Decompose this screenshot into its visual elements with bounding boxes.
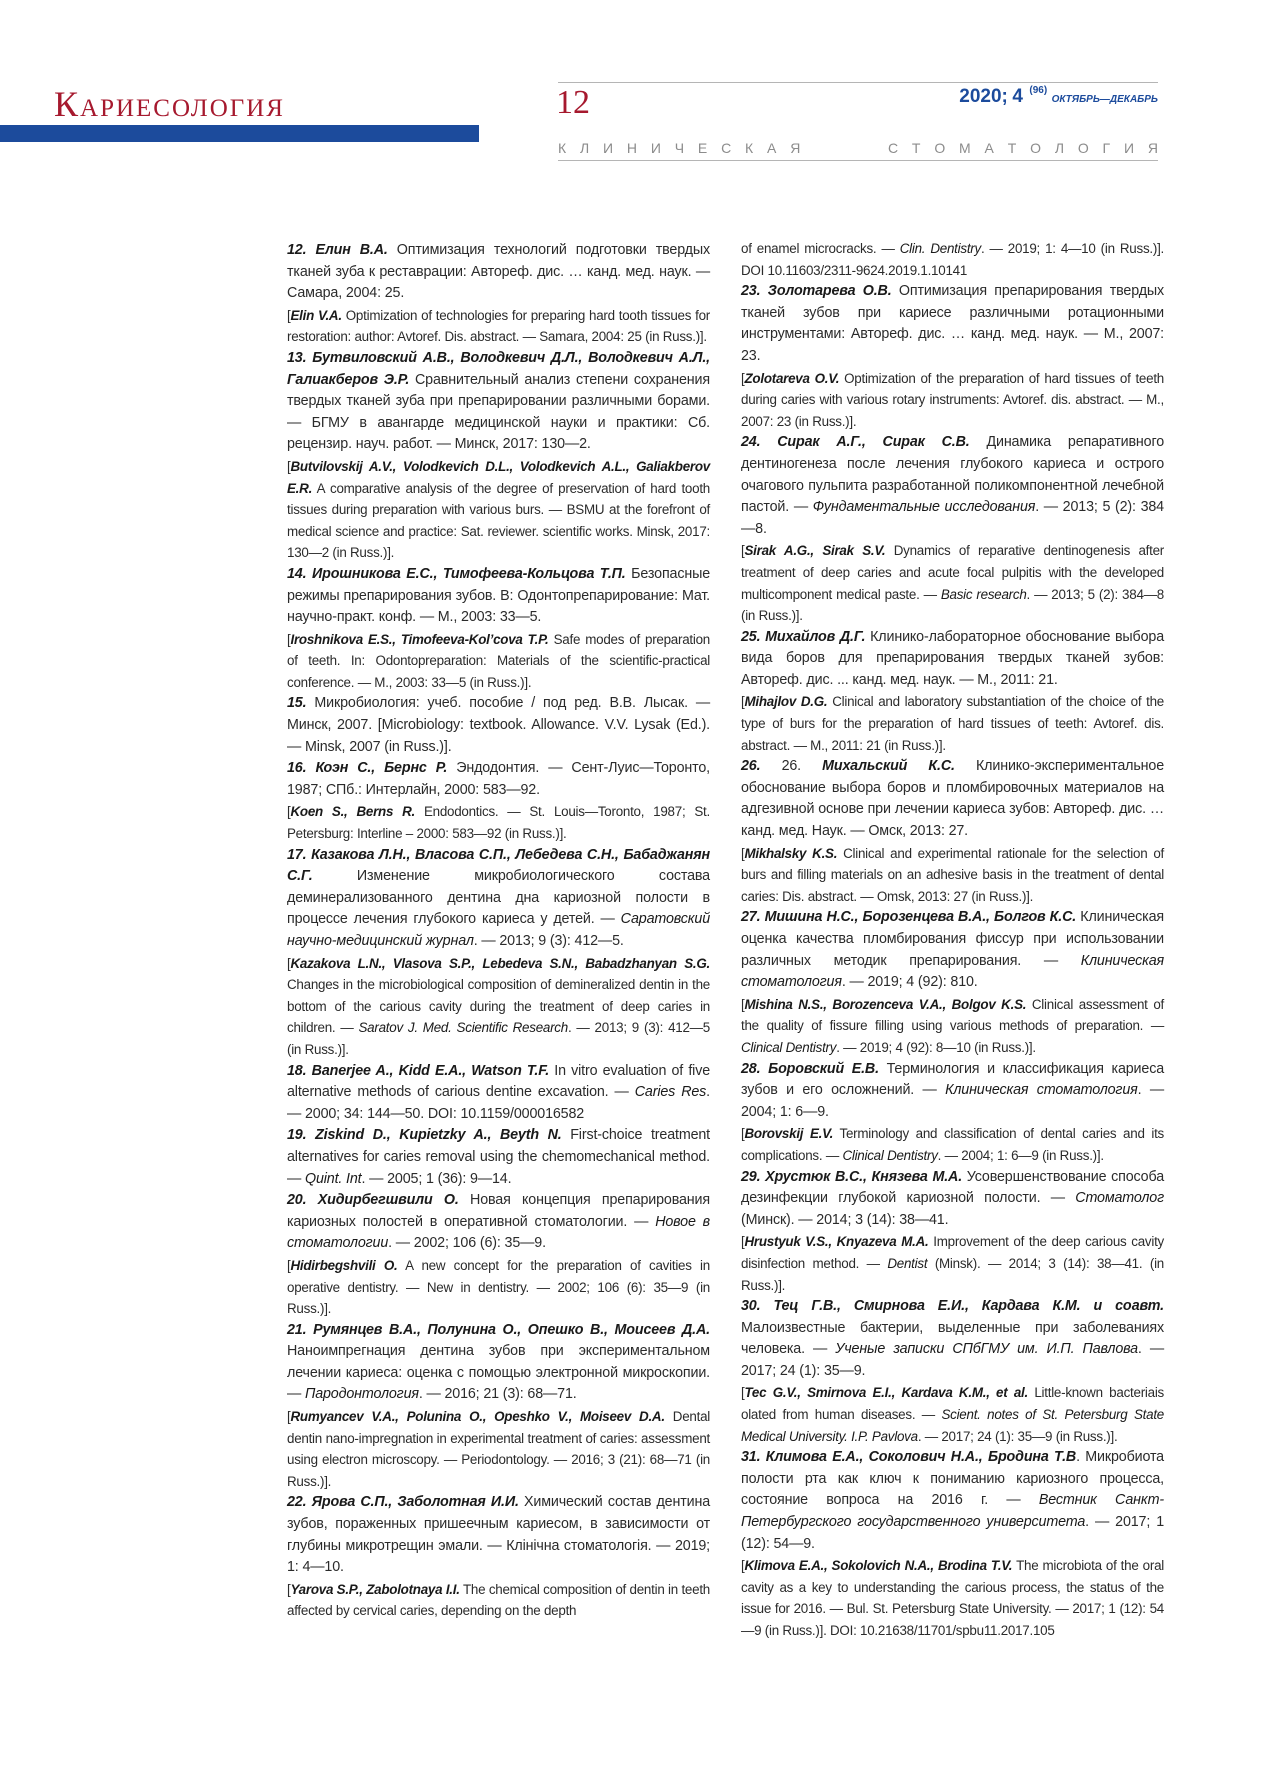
reference-text: . — 2017; 24 (1): 35—9. bbox=[741, 1341, 1165, 1379]
reference-entry: [Kazakova L.N., Vlasova S.P., Lebedeva S.N., Babadzhanyan S.G. Changes in the microbiological composition of demineralized dentin in the bottom of the carious cavity during the treatment of deep caries in children. — Saratov J. Med. Scientific Research. — 2013; 9 (3): 412—5 (in Russ.)]. bbox=[287, 955, 711, 1057]
reference-entry: [Mihajlov D.G. Clinical and laboratory substantiation of the choice of the type of burs for the preparation of hard tissues of teeth: Avtoref. dis. abstract. — M., 2011: 21 (in Russ.)]. bbox=[741, 694, 1164, 753]
reference-entry bbox=[287, 758, 710, 801]
reference-authors: 26. bbox=[741, 758, 761, 775]
reference-entry bbox=[741, 1447, 1164, 1555]
reference-authors: 22. Ярова С.П., Заболотная И.И. bbox=[287, 1494, 519, 1511]
reference-text: . — 2004; 1: 6—9. bbox=[741, 1082, 1165, 1120]
journal-name-letter: А bbox=[767, 140, 777, 156]
reference-text: Changes in the microbiological composition of demineralized dentin in the bottom of the carious cavity during the treatment of deep caries in children. — bbox=[287, 977, 710, 1036]
reference-text: . — 2013; 5 (2): 384—8. bbox=[741, 499, 1164, 537]
reference-journal: Caries Res bbox=[634, 1084, 707, 1101]
reference-journal: Scient. notes of St. Petersburg State Medical University. I.P. Pavlova bbox=[741, 1407, 1164, 1444]
reference-authors: 21. Румянцев В.А., Полунина О., Опешко В., Моисеев Д.А. bbox=[287, 1321, 710, 1338]
reference-text: Изменение микробиологического состава деминерализованного дентина дна кариозной полости в процессе лечения глубокого кариеса у детей. — bbox=[287, 868, 710, 928]
reference-text: . — 2016; 21 (3): 68—71. bbox=[418, 1386, 577, 1403]
journal-name-letter: К bbox=[745, 140, 754, 156]
reference-entry bbox=[741, 238, 1164, 281]
journal-name-letter: Т bbox=[911, 140, 921, 156]
page-number: 12 bbox=[556, 84, 590, 121]
reference-text: of enamel microcracks. — bbox=[741, 241, 900, 256]
journal-name-gap bbox=[814, 141, 874, 155]
reference-journal: Basic research bbox=[940, 586, 1027, 602]
reference-entry: [Koen S., Berns R. Endodontics. — St. Louis—Toronto, 1987; St. Petersburg: Interline – 2000: 583—92 (in Russ.)]. bbox=[287, 804, 710, 842]
reference-text: Safe modes of preparation of teeth. In: Odontopreparation: Materials of the scientific-practical conference. — M., 2003: 33—5 (in Russ.)]. bbox=[287, 631, 711, 690]
reference-entry bbox=[287, 693, 710, 758]
reference-text: Новая концепция препарирования кариозных полостей в оперативной стоматологии. — bbox=[287, 1192, 710, 1230]
reference-entry bbox=[741, 281, 1164, 367]
reference-authors: 17. Казакова Л.Н., Власова С.П., Лебедева С.Н., Бабаджанян С.Г. bbox=[287, 846, 710, 885]
reference-entry bbox=[287, 240, 710, 305]
reference-authors: Klimova E.A., Sokolovich N.A., Brodina T.V. bbox=[744, 1558, 1013, 1574]
reference-journal: Quint. Int bbox=[304, 1170, 362, 1187]
reference-authors: 23. Золотарева О.В. bbox=[741, 283, 892, 300]
section-title: Кариесология bbox=[54, 84, 285, 124]
reference-text: . — 2002; 106 (6): 35—9. bbox=[388, 1235, 546, 1252]
journal-name-letter: Е bbox=[697, 140, 708, 156]
reference-authors: Butvilovskij A.V., Volodkevich D.L., Volodkevich A.L., Galiakberov E.R. bbox=[287, 458, 710, 496]
reference-authors: 18. Banerjee A., Kidd E.A., Watson T.F. bbox=[287, 1062, 550, 1079]
reference-text: (Minsk). — 2014; 3 (14): 38—41. (in Russ.)]. bbox=[741, 1255, 1165, 1293]
journal-name-letter: Я bbox=[790, 140, 801, 156]
reference-entry bbox=[287, 1190, 710, 1255]
reference-text: Terminology and classification of dental caries and its complications. — bbox=[741, 1126, 1164, 1163]
reference-authors: 27. Мишина Н.С., Борозенцева В.А., Болгов К.С. bbox=[741, 909, 1077, 926]
journal-name-letter: И bbox=[650, 140, 661, 156]
reference-authors: 16. Коэн С., Бернс Р. bbox=[287, 760, 448, 777]
reference-entry: [Borovskij E.V. Terminology and classification of dental caries and its complications. — Clinical Dentistry. — 2004; 1: 6—9 (in Russ.)]. bbox=[741, 1126, 1164, 1163]
reference-text: 26. bbox=[760, 758, 823, 775]
reference-authors: 25. Михайлов Д.Г. bbox=[741, 628, 866, 645]
reference-authors: Hrustyuk V.S., Knyazeva M.A. bbox=[744, 1234, 929, 1250]
reference-journal: Саратовский научно-медицинский журнал bbox=[287, 911, 710, 949]
reference-text: Наноимпрегнация дентина зубов при экспериментальном лечении кариеса: оценка с помощью электронной микроскопии. — bbox=[287, 1343, 710, 1403]
reference-text: A comparative analysis of the degree of preservation of hard tooth tissues during preparation with various burs. — BSMU at the forefront of medical science and practice: Sat. reviewer. scientific works. Minsk, 2017: 130—2 (in Russ.)]. bbox=[287, 480, 710, 561]
reference-journal: Clin. Dentistry bbox=[899, 241, 981, 256]
journal-name-letter: Ч bbox=[674, 140, 685, 156]
reference-text: . — 2019; 4 (92): 8—10 (in Russ.)]. bbox=[836, 1039, 1036, 1055]
reference-text: . — 2005; 1 (36): 9—14. bbox=[361, 1170, 512, 1187]
reference-entry bbox=[287, 1492, 710, 1578]
reference-text: Усовершенствование способа дезинфекции глубокой кариозной полости. — bbox=[741, 1168, 1164, 1207]
reference-text: Эндодонтия. — Сент-Луис—Торонто, 1987; СПб.: Интерлайн, 2000: 583—92. bbox=[287, 760, 710, 798]
issue-year: 2020; bbox=[959, 86, 1008, 107]
reference-authors: 20. Хидирбегшвили О. bbox=[287, 1192, 459, 1209]
reference-entry bbox=[287, 1125, 710, 1190]
reference-entry: [Mikhalsky K.S. Clinical and experimental rationale for the selection of burs and filling materials on an adhesive basis in the treatment of dental caries: Dis. abstract. — Omsk, 2013: 27 (in Russ.)]. bbox=[741, 845, 1164, 904]
section-color-bar bbox=[0, 125, 479, 142]
header-rule-top bbox=[558, 82, 1158, 83]
reference-text: Сравнительный анализ степени сохранения твердых тканей зуба при препарировании различными борами. — БГМУ в авангарде медицинской науки и практики: Сб. рецензир. науч. работ. — Минск, 2017: 130—2. bbox=[287, 371, 710, 453]
reference-text: Improvement of the deep carious cavity disinfection method. — bbox=[741, 1234, 1165, 1271]
issue-total: (96) bbox=[1029, 85, 1048, 96]
reference-entry: [Iroshnikova E.S., Timofeeva-Kol’cova T.P. Safe modes of preparation of teeth. In: Odontopreparation: Materials of the scientific-practical conference. — M., 2003: 33—5 (in Russ.)]. bbox=[287, 631, 711, 690]
reference-text: Оптимизация препарирования твердых тканей зубов при кариесе различными ротационными инструментами: Автореф. дис. … канд. мед. наук. — М., 2007: 23. bbox=[741, 283, 1165, 364]
reference-entry: [Rumyancev V.A., Polunina O., Opeshko V., Moiseev D.A. Dental dentin nano-impregnation in experimental treatment of caries: assessment using electron microscopy. — Periodontology. — 2016; 3 (21): 68—71 (in Russ.)]. bbox=[287, 1409, 710, 1489]
reference-authors: Hidirbegshvili O. bbox=[290, 1257, 398, 1273]
journal-name-letter: М bbox=[959, 140, 971, 156]
journal-name-letter: С bbox=[721, 140, 732, 156]
references-column-left bbox=[287, 240, 710, 1622]
reference-text: . — 2019; 4 (92): 810. bbox=[841, 974, 978, 991]
reference-authors: 19. Ziskind D., Kupietzky A., Beyth N. bbox=[287, 1127, 562, 1144]
journal-name-letter: Т bbox=[1007, 140, 1017, 156]
reference-text: Терминология и классификация кариеса зубов и его осложнений. — bbox=[741, 1060, 1164, 1099]
reference-entry bbox=[741, 627, 1164, 692]
reference-text: Clinical and laboratory substantiation of the choice of the type of burs for the preparation of hard tissues of teeth: Avtoref. dis. abstract. — M., 2011: 21 (in Russ.)]. bbox=[741, 694, 1164, 753]
reference-text: . — 2017; 1 (12): 54—9. bbox=[741, 1514, 1165, 1552]
reference-authors: 13. Бутвиловский А.В., Володкевич Д.Л., Володкевич А.Л., Галиакберов Э.Р. bbox=[287, 349, 710, 388]
reference-text: (Минск). — 2014; 3 (14): 38—41. bbox=[741, 1211, 949, 1228]
reference-text: . — 2004; 1: 6—9 (in Russ.)]. bbox=[937, 1147, 1104, 1163]
reference-text: Dynamics of reparative dentinogenesis after treatment of deep caries and acute focal pulpitis with the developed multicomponent medical paste. — bbox=[741, 543, 1164, 602]
reference-text: Optimization of the preparation of hard tissues of teeth during caries with various rotary instruments: Avtoref. dis. abstract. — M., 2007: 23 (in Russ.)]. bbox=[741, 370, 1164, 429]
reference-text: Endodontics. — St. Louis—Toronto, 1987; St. Petersburg: Interline – 2000: 583—92 (in Russ.)]. bbox=[287, 804, 710, 842]
reference-entry: [Elin V.A. Optimization of technologies for preparing hard tooth tissues for restoration: author: Avtoref. Dis. abstract. — Samara, 2004: 25 (in Russ.)]. bbox=[287, 307, 710, 345]
reference-text: . — 2013; 9 (3): 412—5. bbox=[473, 933, 624, 949]
reference-authors: Borovskij E.V. bbox=[744, 1126, 834, 1142]
reference-text: Оптимизация технологий подготовки твердых тканей зуба к реставрации: Автореф. дис. … канд. мед. наук. — Самара, 2004: 25. bbox=[287, 242, 710, 302]
journal-name-letter: Л bbox=[1054, 140, 1064, 156]
reference-text: Клинико-лабораторное обоснование выбора вида боров для препарирования твердых тканей зубов: Автореф. дис. ... канд. мед. наук. — М., 2011: 21. bbox=[741, 628, 1165, 688]
reference-text: Dental dentin nano-impregnation in experimental treatment of caries: assessment using electron microscopy. — Periodontology. — 2016; 3 (21): 68—71 (in Russ.)]. bbox=[287, 1409, 710, 1489]
reference-authors: Zolotareva O.V. bbox=[744, 370, 840, 386]
reference-journal: Клиническая стоматология bbox=[945, 1082, 1138, 1099]
journal-name-letter: Н bbox=[626, 140, 638, 156]
reference-authors: 12. Елин В.А. bbox=[287, 242, 388, 258]
reference-entry bbox=[741, 1296, 1164, 1382]
reference-text: A new concept for the preparation of cavities in operative dentistry. — New in dentistry. — 2002; 106 (6): 35—9 (in Russ.)]. bbox=[287, 1257, 710, 1317]
journal-name-letter: И bbox=[603, 140, 614, 156]
reference-text: Little-known bacteriais olated from human diseases. — bbox=[741, 1385, 1164, 1423]
reference-authors: Iroshnikova E.S., Timofeeva-Kol’cova T.P. bbox=[290, 631, 549, 647]
header-rule-bottom bbox=[558, 160, 1158, 161]
reference-authors: Mihajlov D.G. bbox=[744, 694, 828, 710]
reference-text: Малоизвестные бактерии, выделенные при заболеваниях человека. — bbox=[741, 1319, 1164, 1358]
reference-text: . — 2019; 1: 4—10 (in Russ.)]. DOI 10.11603/2311-9624.2019.1.10141 bbox=[741, 241, 1165, 278]
journal-name-letter: О bbox=[1077, 140, 1089, 156]
reference-journal: Клиническая стоматология bbox=[741, 952, 1164, 991]
reference-entry: [Klimova E.A., Sokolovich N.A., Brodina T.V. The microbiota of the oral cavity as a key to understanding the carious process, the status of the issue for 2016. — Bul. St. Petersburg State University. — 2017; 1 (12): 54—9 (in Russ.)]. DOI: 10.21638/11701/spbu11.2017.105 bbox=[741, 1558, 1164, 1638]
reference-journal: Clinical Dentistry bbox=[842, 1147, 938, 1163]
reference-entry bbox=[287, 348, 710, 456]
reference-text: Химический состав дентина зубов, пораженных пришеечным кариесом, в зависимости от глубины микротрещин эмали. — Клінічна стоматологія. — 2019; 1: 4—10. bbox=[287, 1494, 710, 1576]
reference-authors: 14. Ирошникова Е.С., Тимофеева-Кольцова Т.П. bbox=[287, 565, 626, 582]
reference-text: The chemical composition of dentin in teeth affected by cervical caries, depending on the depth bbox=[287, 1581, 710, 1619]
journal-name-letter: И bbox=[1123, 140, 1135, 156]
reference-authors: 30. Тец Г.В., Смирнова Е.И., Кардава К.М. и соавт. bbox=[741, 1298, 1164, 1315]
reference-authors: Rumyancev V.A., Polunina O., Opeshko V., Moiseev D.A. bbox=[290, 1409, 665, 1425]
reference-authors: 31. Климова Е.А., Соколович Н.А., Бродина Т.В bbox=[741, 1449, 1077, 1466]
reference-text: . — 2013; 9 (3): 412—5 (in Russ.)]. bbox=[287, 1020, 711, 1057]
references-column-right bbox=[741, 238, 1164, 1642]
reference-authors: 29. Хрустюк В.С., Князева М.А. bbox=[741, 1168, 963, 1185]
reference-text: First-choice treatment alternatives for caries removal using the chemomechanical method. — bbox=[287, 1127, 710, 1187]
reference-entry bbox=[741, 1059, 1164, 1124]
reference-entry: [Hidirbegshvili O. A new concept for the preparation of cavities in operative dentistry. — New in dentistry. — 2002; 106 (6): 35—9 (in Russ.)]. bbox=[287, 1257, 710, 1317]
reference-entry bbox=[287, 845, 710, 953]
reference-text: . Микробиота полости рта как ключ к пониманию кариозного процесса, состояние вопроса на 2016 г. — bbox=[741, 1449, 1164, 1509]
reference-journal: Вестник Санкт-Петербургского государственного университета bbox=[741, 1492, 1164, 1531]
reference-authors: 28. Боровский Е.В. bbox=[741, 1060, 879, 1077]
reference-authors: Tec G.V., Smirnova E.I., Kardava K.M., et al. bbox=[744, 1385, 1028, 1401]
reference-authors: Elin V.A. bbox=[290, 307, 342, 323]
reference-text: Микробиология: учеб. пособие / под ред. В.В. Лысак. — Минск, 2007. [Microbiology: textbook. Allowance. V.V. Lysak (Ed.). — Minsk, 2007 (in Russ.)]. bbox=[287, 695, 710, 755]
reference-text: The microbiota of the oral cavity as a key to understanding the carious process, the status of the issue for 2016. — Bul. St. Petersburg State University. — 2017; 1 (12): 54—9 (in Russ.)]. DOI: 10.21638/11701/spbu11.2017.105 bbox=[741, 1558, 1164, 1638]
reference-authors: 24. Сирак А.Г., Сирак С.В. bbox=[741, 434, 970, 451]
reference-text: Безопасные режимы препарирования зубов. В: Одонтопрепарирование: Мат. научно-практ. конф. — М., 2003: 33—5. bbox=[287, 565, 711, 626]
reference-text: Clinical assessment of the quality of fissure filling using various methods of preparation. — bbox=[741, 996, 1164, 1034]
reference-entry bbox=[741, 907, 1164, 993]
reference-text: . — 2013; 5 (2): 384—8 (in Russ.)]. bbox=[741, 586, 1164, 624]
reference-journal: Пародонтология bbox=[304, 1386, 419, 1403]
reference-authors: 15. bbox=[287, 695, 307, 712]
reference-authors: Yarova S.P., Zabolotnaya I.I. bbox=[290, 1581, 460, 1597]
issue-months: ОКТЯБРЬ—ДЕКАБРЬ bbox=[1051, 94, 1158, 105]
reference-text: Клинико-экспериментальное обоснование выбора боров и пломбировочных материалов на адгезивной основе при лечении кариеса зубов: Автореф. дис. … канд. мед. Наук. — Омск, 2013: 27. bbox=[741, 758, 1164, 840]
journal-name-letter: К bbox=[558, 140, 567, 156]
journal-name-letter: Г bbox=[1102, 140, 1111, 156]
journal-name-letter: Л bbox=[579, 140, 590, 156]
reference-text: Clinical and experimental rationale for the selection of burs and filling materials on an adhesive basis in the treatment of dental caries: Dis. abstract. — Omsk, 2013: 27 (in Russ.)]. bbox=[741, 845, 1164, 904]
reference-entry bbox=[287, 1320, 710, 1406]
reference-entry: [Butvilovskij A.V., Volodkevich D.L., Volodkevich A.L., Galiakberov E.R. A comparative analysis of the degree of preservation of hard tooth tissues during preparation with various burs. — BSMU at the forefront of medical science and practice: Sat. reviewer. scientific works. Minsk, 2017: 130—2 (in Russ.)]. bbox=[287, 458, 710, 561]
reference-text: Клиническая оценка качества пломбирования фиссур при использовании различных методик препарирования. — bbox=[741, 909, 1164, 969]
reference-journal: Ученые записки СПбГМУ им. И.П. Павлова bbox=[835, 1341, 1138, 1358]
reference-authors: Sirak A.G., Sirak S.V. bbox=[744, 543, 886, 559]
reference-authors: Mishina N.S., Borozenceva V.A., Bolgov K.S. bbox=[744, 996, 1027, 1012]
reference-authors: Kazakova L.N., Vlasova S.P., Lebedeva S.N., Babadzhanyan S.G. bbox=[290, 955, 710, 971]
reference-entry bbox=[741, 1167, 1164, 1232]
reference-text: In vitro evaluation of five alternative methods of carious dentine excavation. — bbox=[287, 1062, 710, 1101]
reference-text: Динамика репаративного дентиногенеза после лечения глубокого кариеса и острого очагового пульпита разработанной поликомпонентной лечебной пастой. — bbox=[741, 434, 1164, 516]
journal-name-letter: С bbox=[887, 140, 899, 156]
reference-text: Optimization of technologies for preparing hard tooth tissues for restoration: author: Avtoref. Dis. abstract. — Samara, 2004: 25 (in Russ.)]. bbox=[287, 307, 710, 345]
issue-info bbox=[959, 87, 1158, 106]
journal-name-letter: О bbox=[934, 140, 946, 156]
reference-authors: Михальский К.С. bbox=[822, 758, 955, 775]
journal-name-letter: Я bbox=[1147, 140, 1158, 156]
issue-number: 4 bbox=[1012, 86, 1023, 107]
reference-text: . — 2017; 24 (1): 35—9 (in Russ.)]. bbox=[917, 1428, 1118, 1444]
reference-entry: [Yarova S.P., Zabolotnaya I.I. The chemical composition of dentin in teeth affected by cervical caries, depending on the depth bbox=[287, 1581, 710, 1619]
reference-authors: Mikhalsky K.S. bbox=[744, 845, 838, 861]
reference-entry bbox=[287, 1061, 710, 1126]
reference-journal: Новое в стоматологии bbox=[287, 1213, 710, 1252]
reference-entry bbox=[741, 756, 1164, 842]
reference-journal: Saratov J. Med. Scientific Research bbox=[358, 1020, 568, 1036]
reference-entry bbox=[287, 564, 710, 629]
reference-authors: Koen S., Berns R. bbox=[290, 804, 415, 820]
reference-journal: Clinical Dentistry bbox=[741, 1039, 837, 1055]
journal-name-letter: О bbox=[1030, 140, 1041, 156]
reference-entry: [Hrustyuk V.S., Knyazeva M.A. Improvement of the deep carious cavity disinfection method. — Dentist (Minsk). — 2014; 3 (14): 38—41. (in Russ.)]. bbox=[741, 1234, 1165, 1293]
reference-entry: [Sirak A.G., Sirak S.V. Dynamics of reparative dentinogenesis after treatment of deep caries and acute focal pulpitis with the developed multicomponent medical paste. — Basic research. — 2013; 5 (2): 384—8 (in Russ.)]. bbox=[741, 543, 1164, 624]
reference-entry: [Tec G.V., Smirnova E.I., Kardava K.M., et al. Little-known bacteriais olated from human diseases. — Scient. notes of St. Petersburg State Medical University. I.P. Pavlova. — 2017; 24 (1): 35—9 (in Russ.)]. bbox=[741, 1385, 1164, 1444]
journal-name-letter: А bbox=[984, 140, 994, 156]
reference-text: . — 2000; 34: 144—50. DOI: 10.1159/000016582 bbox=[287, 1084, 710, 1122]
reference-journal: Стоматолог bbox=[1075, 1190, 1164, 1207]
reference-journal: Dentist bbox=[887, 1255, 928, 1271]
journal-name bbox=[558, 141, 1158, 155]
reference-entry: [Zolotareva O.V. Optimization of the preparation of hard tissues of teeth during caries with various rotary instruments: Avtoref. dis. abstract. — M., 2007: 23 (in Russ.)]. bbox=[741, 370, 1164, 429]
reference-entry: [Mishina N.S., Borozenceva V.A., Bolgov K.S. Clinical assessment of the quality of fissure filling using various methods of preparation. — Clinical Dentistry. — 2019; 4 (92): 8—10 (in Russ.)]. bbox=[741, 996, 1164, 1055]
reference-entry bbox=[741, 432, 1164, 540]
reference-journal: Фундаментальные исследования bbox=[812, 499, 1036, 516]
